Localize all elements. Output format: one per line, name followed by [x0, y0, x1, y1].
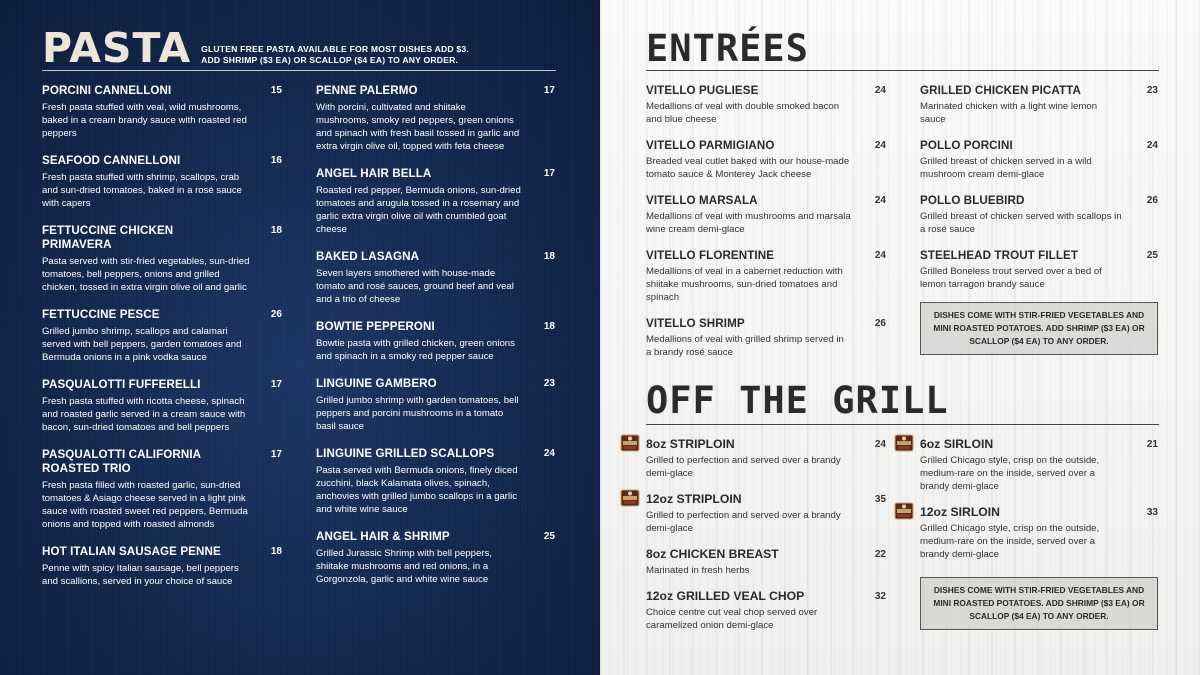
grill-item-description: Grilled Chicago style, crisp on the outside, medium-rare on the inside, served over a brandy demi-glace	[920, 455, 1100, 492]
menu-item-price: 25	[543, 531, 555, 542]
menu-item-name: FETTUCCINE CHICKEN PRIMAVERA	[42, 224, 174, 251]
menu-item-price: 24	[1146, 140, 1158, 151]
pasta-column-1	[42, 84, 282, 602]
menu-item-name: PORCINI CANNELLONI	[42, 84, 172, 97]
menu-item-description: Marinated chicken with a light wine lemon sauce	[920, 101, 1098, 125]
menu-item-description: Medallions of veal with double smoked bacon and blue cheese	[646, 101, 840, 125]
menu-item	[42, 545, 282, 588]
steak-badge-icon	[894, 433, 914, 453]
menu-item	[42, 84, 282, 140]
menu-item-name: VITELLO FLORENTINE	[646, 249, 775, 262]
grill-item-title: STRIPLOIN	[669, 437, 735, 451]
menu-item-description: Fresh pasta stuffed with veal, wild mushrooms, baked in a cream brandy sauce with roasted red peppers	[42, 102, 247, 139]
menu-item-price: 26	[270, 309, 282, 320]
menu-item-price: 26	[1146, 195, 1158, 206]
menu-item-description: Grilled breast of chicken served in a wild mushroom cream demi-glace	[920, 156, 1092, 180]
menu-item-description: With porcini, cultivated and shiitake mushrooms, smoky red peppers, green onions and spinach with fresh basil tossed in garlic and extra virgin olive oil, topped with feta cheese	[316, 102, 520, 152]
steak-badge-icon	[894, 501, 914, 521]
grill-item-price: 32	[874, 591, 886, 602]
grill-column-2	[920, 437, 1158, 573]
menu-item-price: 24	[874, 250, 886, 261]
menu-item	[316, 167, 555, 236]
grill-item-title: STRIPLOIN	[676, 492, 742, 506]
grill-item-title: SIRLOIN	[943, 437, 994, 451]
grill-item-weight: 8oz	[646, 437, 667, 451]
menu-item-description: Grilled Jurassic Shrimp with bell peppers, shiitake mushrooms and red onions, in a Gorgonzola, garlic and white wine sauce	[316, 548, 492, 585]
menu-item-price: 24	[874, 195, 886, 206]
grill-divider	[646, 424, 1159, 425]
menu-item-description: Fresh pasta stuffed with shrimp, scallops, crab and sun-dried tomatoes, baked in a rosé sauce with capers	[42, 172, 242, 209]
grill-column-1	[646, 437, 886, 644]
menu-item-name: VITELLO MARSALA	[646, 194, 758, 207]
entrees-divider	[646, 70, 1159, 71]
menu-item-description: Grilled jumbo shrimp with garden tomatoes, bell peppers and porcini mushrooms in a tomato basil sauce	[316, 395, 519, 432]
menu-item-name: VITELLO PUGLIESE	[646, 84, 759, 97]
menu-item-description: Grilled Boneless trout served over a bed of lemon tarragon brandy sauce	[920, 266, 1102, 290]
menu-item	[646, 317, 886, 359]
grill-item-price: 35	[874, 494, 886, 505]
grill-title: OFF THE GRILL	[646, 379, 949, 422]
grill-notice: DISHES COME WITH STIR-FRIED VEGETABLES AND MINI ROASTED POTATOES. ADD SHRIMP ($3 EA) OR SCALLOP ($4 EA) TO ANY ORDER.	[920, 577, 1158, 630]
menu-item	[920, 194, 1158, 236]
menu-item-name: HOT ITALIAN SAUSAGE PENNE	[42, 545, 221, 558]
grill-item-name	[646, 589, 886, 603]
menu-item	[646, 249, 886, 304]
menu-item	[42, 308, 282, 364]
menu-item-description: Medallions of veal in a cabernet reduction with shiitake mushrooms, sun-dried tomatoes and spinach	[646, 266, 843, 303]
menu-item	[920, 249, 1158, 291]
grill-item-name	[920, 437, 1158, 451]
grill-item-name	[646, 492, 886, 506]
grill-item-weight: 6oz	[920, 437, 941, 451]
menu-item-name: LINGUINE GRILLED SCALLOPS	[316, 447, 495, 460]
grill-item-description: Grilled to perfection and served over a brandy demi-glace	[646, 510, 841, 534]
pasta-header	[42, 24, 469, 72]
steak-badge-icon	[620, 488, 640, 508]
menu-item-name: SEAFOOD CANNELLONI	[42, 154, 181, 167]
pasta-note	[201, 44, 469, 66]
grill-item	[646, 492, 886, 535]
menu-item-price: 17	[543, 85, 555, 96]
menu-item-price: 18	[270, 225, 282, 236]
menu-item-description: Seven layers smothered with house-made tomato and rosé sauces, ground beef and veal and a trio of cheese	[316, 268, 514, 305]
entrees-column-1	[646, 84, 886, 372]
menu-item-name: PASQUALOTTI CALIFORNIA ROASTED TRIO	[42, 448, 201, 475]
menu-item-description: Roasted red pepper, Bermuda onions, sun-dried tomatoes and arugula tossed in a rosemary and garlic extra virgin olive oil with crumbled goat cheese	[316, 185, 521, 235]
entrees-title: ENTRÉES	[646, 27, 809, 70]
pasta-title: PASTA	[42, 24, 192, 72]
menu-item-price: 25	[1146, 250, 1158, 261]
menu-item-price: 17	[270, 449, 282, 460]
menu-item-name: STEELHEAD TROUT FILLET	[920, 249, 1079, 262]
menu-item-description: Fresh pasta stuffed with ricotta cheese, spinach and roasted garlic served in a cream sauce with bacon, sun-dried tomatoes and bell peppers	[42, 396, 246, 433]
menu-item-description: Medallions of veal with grilled shrimp served in a brandy rosé sauce	[646, 334, 844, 358]
menu-item-name: PENNE PALERMO	[316, 84, 418, 97]
menu-item	[920, 84, 1158, 126]
menu-item-price: 18	[270, 546, 282, 557]
menu-item-name: BAKED LASAGNA	[316, 250, 420, 263]
menu-item	[316, 84, 555, 153]
grill-item-weight: 12oz	[646, 492, 674, 506]
menu-item-name: ANGEL HAIR BELLA	[316, 167, 432, 180]
pasta-note-line1: GLUTEN FREE PASTA AVAILABLE FOR MOST DISHES ADD $3.	[201, 44, 469, 54]
menu-item-name: LINGUINE GAMBERO	[316, 377, 437, 390]
menu-item	[646, 194, 886, 236]
menu-item	[920, 139, 1158, 181]
menu-item	[316, 377, 555, 433]
menu-item	[646, 84, 886, 126]
menu-item-name: ANGEL HAIR & SHRIMP	[316, 530, 450, 543]
menu-item-name: GRILLED CHICKEN PICATTA	[920, 84, 1081, 97]
grill-item	[646, 547, 886, 577]
grill-item-title: CHICKEN BREAST	[669, 547, 779, 561]
grill-item-title: GRILLED VEAL CHOP	[676, 589, 805, 603]
grill-item-weight: 8oz	[646, 547, 667, 561]
entrees-column-2	[920, 84, 1158, 304]
menu-item-name: VITELLO SHRIMP	[646, 317, 745, 330]
menu-item	[42, 378, 282, 434]
grill-item-name	[646, 547, 886, 561]
menu-item-price: 16	[270, 155, 282, 166]
menu-item-description: Pasta served with Bermuda onions, finely diced zucchini, black Kalamata olives, spinach, anchovies with grilled jumbo scallops in a garlic and white wine sauce	[316, 465, 518, 515]
menu-item-name: PASQUALOTTI FUFFERELLI	[42, 378, 201, 391]
grill-item-price: 21	[1146, 439, 1158, 450]
grill-item-name	[920, 505, 1158, 519]
menu-item	[316, 320, 555, 363]
pasta-column-2	[316, 84, 555, 600]
menu-item-price: 23	[1146, 85, 1158, 96]
menu-item-name: FETTUCCINE PESCE	[42, 308, 160, 321]
pasta-note-line2: ADD SHRIMP ($3 EA) OR SCALLOP ($4 EA) TO ANY ORDER.	[201, 55, 459, 65]
grill-item-description: Choice centre cut veal chop served over caramelized onion demi-glace	[646, 607, 818, 631]
pasta-divider	[42, 70, 556, 71]
menu-item	[316, 447, 555, 516]
menu-item-price: 24	[543, 448, 555, 459]
grill-item-title: SIRLOIN	[950, 505, 1000, 519]
grill-item	[646, 589, 886, 632]
menu-item	[42, 224, 282, 294]
menu-item	[42, 154, 282, 210]
steak-badge-icon	[620, 433, 640, 453]
menu-item-price: 26	[874, 318, 886, 329]
menu-item-description: Fresh pasta filled with roasted garlic, sun-dried tomatoes & Asiago cheese served in a light pink sauce with roasted sweet red peppers, Bermuda onions and topped with roasted almonds	[42, 480, 248, 530]
grill-item-weight: 12oz	[646, 589, 674, 603]
menu-item-name: VITELLO PARMIGIANO	[646, 139, 775, 152]
menu-item-price: 17	[270, 379, 282, 390]
menu-item-description: Pasta served with stir-fried vegetables, sun-dried tomatoes, bell peppers, onions and grilled chicken, tossed in extra virgin olive oil and garlic	[42, 256, 250, 293]
menu-item	[42, 448, 282, 531]
grill-item-description: Grilled to perfection and served over a brandy demi-glace	[646, 455, 841, 479]
menu-item-price: 15	[270, 85, 282, 96]
grill-item-weight: 12oz	[920, 505, 948, 519]
grill-item	[920, 505, 1158, 561]
menu-item-price: 23	[543, 378, 555, 389]
menu-item-price: 18	[543, 251, 555, 262]
grill-item	[646, 437, 886, 480]
menu-item-price: 17	[543, 168, 555, 179]
menu-item-description: Grilled jumbo shrimp, scallops and calamari served with bell peppers, garden tomatoes and Bermuda onions in a pink vodka sauce	[42, 326, 242, 363]
entrees-grill-panel	[600, 0, 1200, 675]
entrees-notice: DISHES COME WITH STIR-FRIED VEGETABLES AND MINI ROASTED POTATOES. ADD SHRIMP ($3 EA) OR SCALLOP ($4 EA) TO ANY ORDER.	[920, 302, 1158, 355]
grill-item-description: Marinated in fresh herbs	[646, 565, 750, 576]
menu-item-name: BOWTIE PEPPERONI	[316, 320, 435, 333]
menu-item-name: POLLO BLUEBIRD	[920, 194, 1025, 207]
menu-item-price: 18	[543, 321, 555, 332]
grill-item-price: 22	[874, 549, 886, 560]
grill-item-price: 33	[1146, 507, 1158, 518]
menu-item-description: Bowtie pasta with grilled chicken, green onions and spinach in a smoky red pepper sauce	[316, 338, 515, 362]
grill-item	[920, 437, 1158, 493]
menu-item	[316, 530, 555, 586]
menu-item-price: 24	[874, 140, 886, 151]
menu-item-name: POLLO PORCINI	[920, 139, 1013, 152]
menu-item-description: Medallions of veal with mushrooms and marsala wine cream demi-glace	[646, 211, 851, 235]
menu-item-price: 24	[874, 85, 886, 96]
menu-item-description: Grilled breast of chicken served with scallops in a rosé sauce	[920, 211, 1122, 235]
menu-item	[316, 250, 555, 306]
grill-item-name	[646, 437, 886, 451]
menu-item-description: Penne with spicy Italian sausage, bell peppers and scallions, served in your choice of sauce	[42, 563, 239, 587]
menu-item-description: Breaded veal cutlet baked with our house-made tomato sauce & Monterey Jack cheese	[646, 156, 850, 180]
menu-item	[646, 139, 886, 181]
grill-item-description: Grilled Chicago style, crisp on the outside, medium-rare on the inside, served over a brandy demi-glace	[920, 523, 1100, 560]
grill-item-price: 24	[874, 439, 886, 450]
